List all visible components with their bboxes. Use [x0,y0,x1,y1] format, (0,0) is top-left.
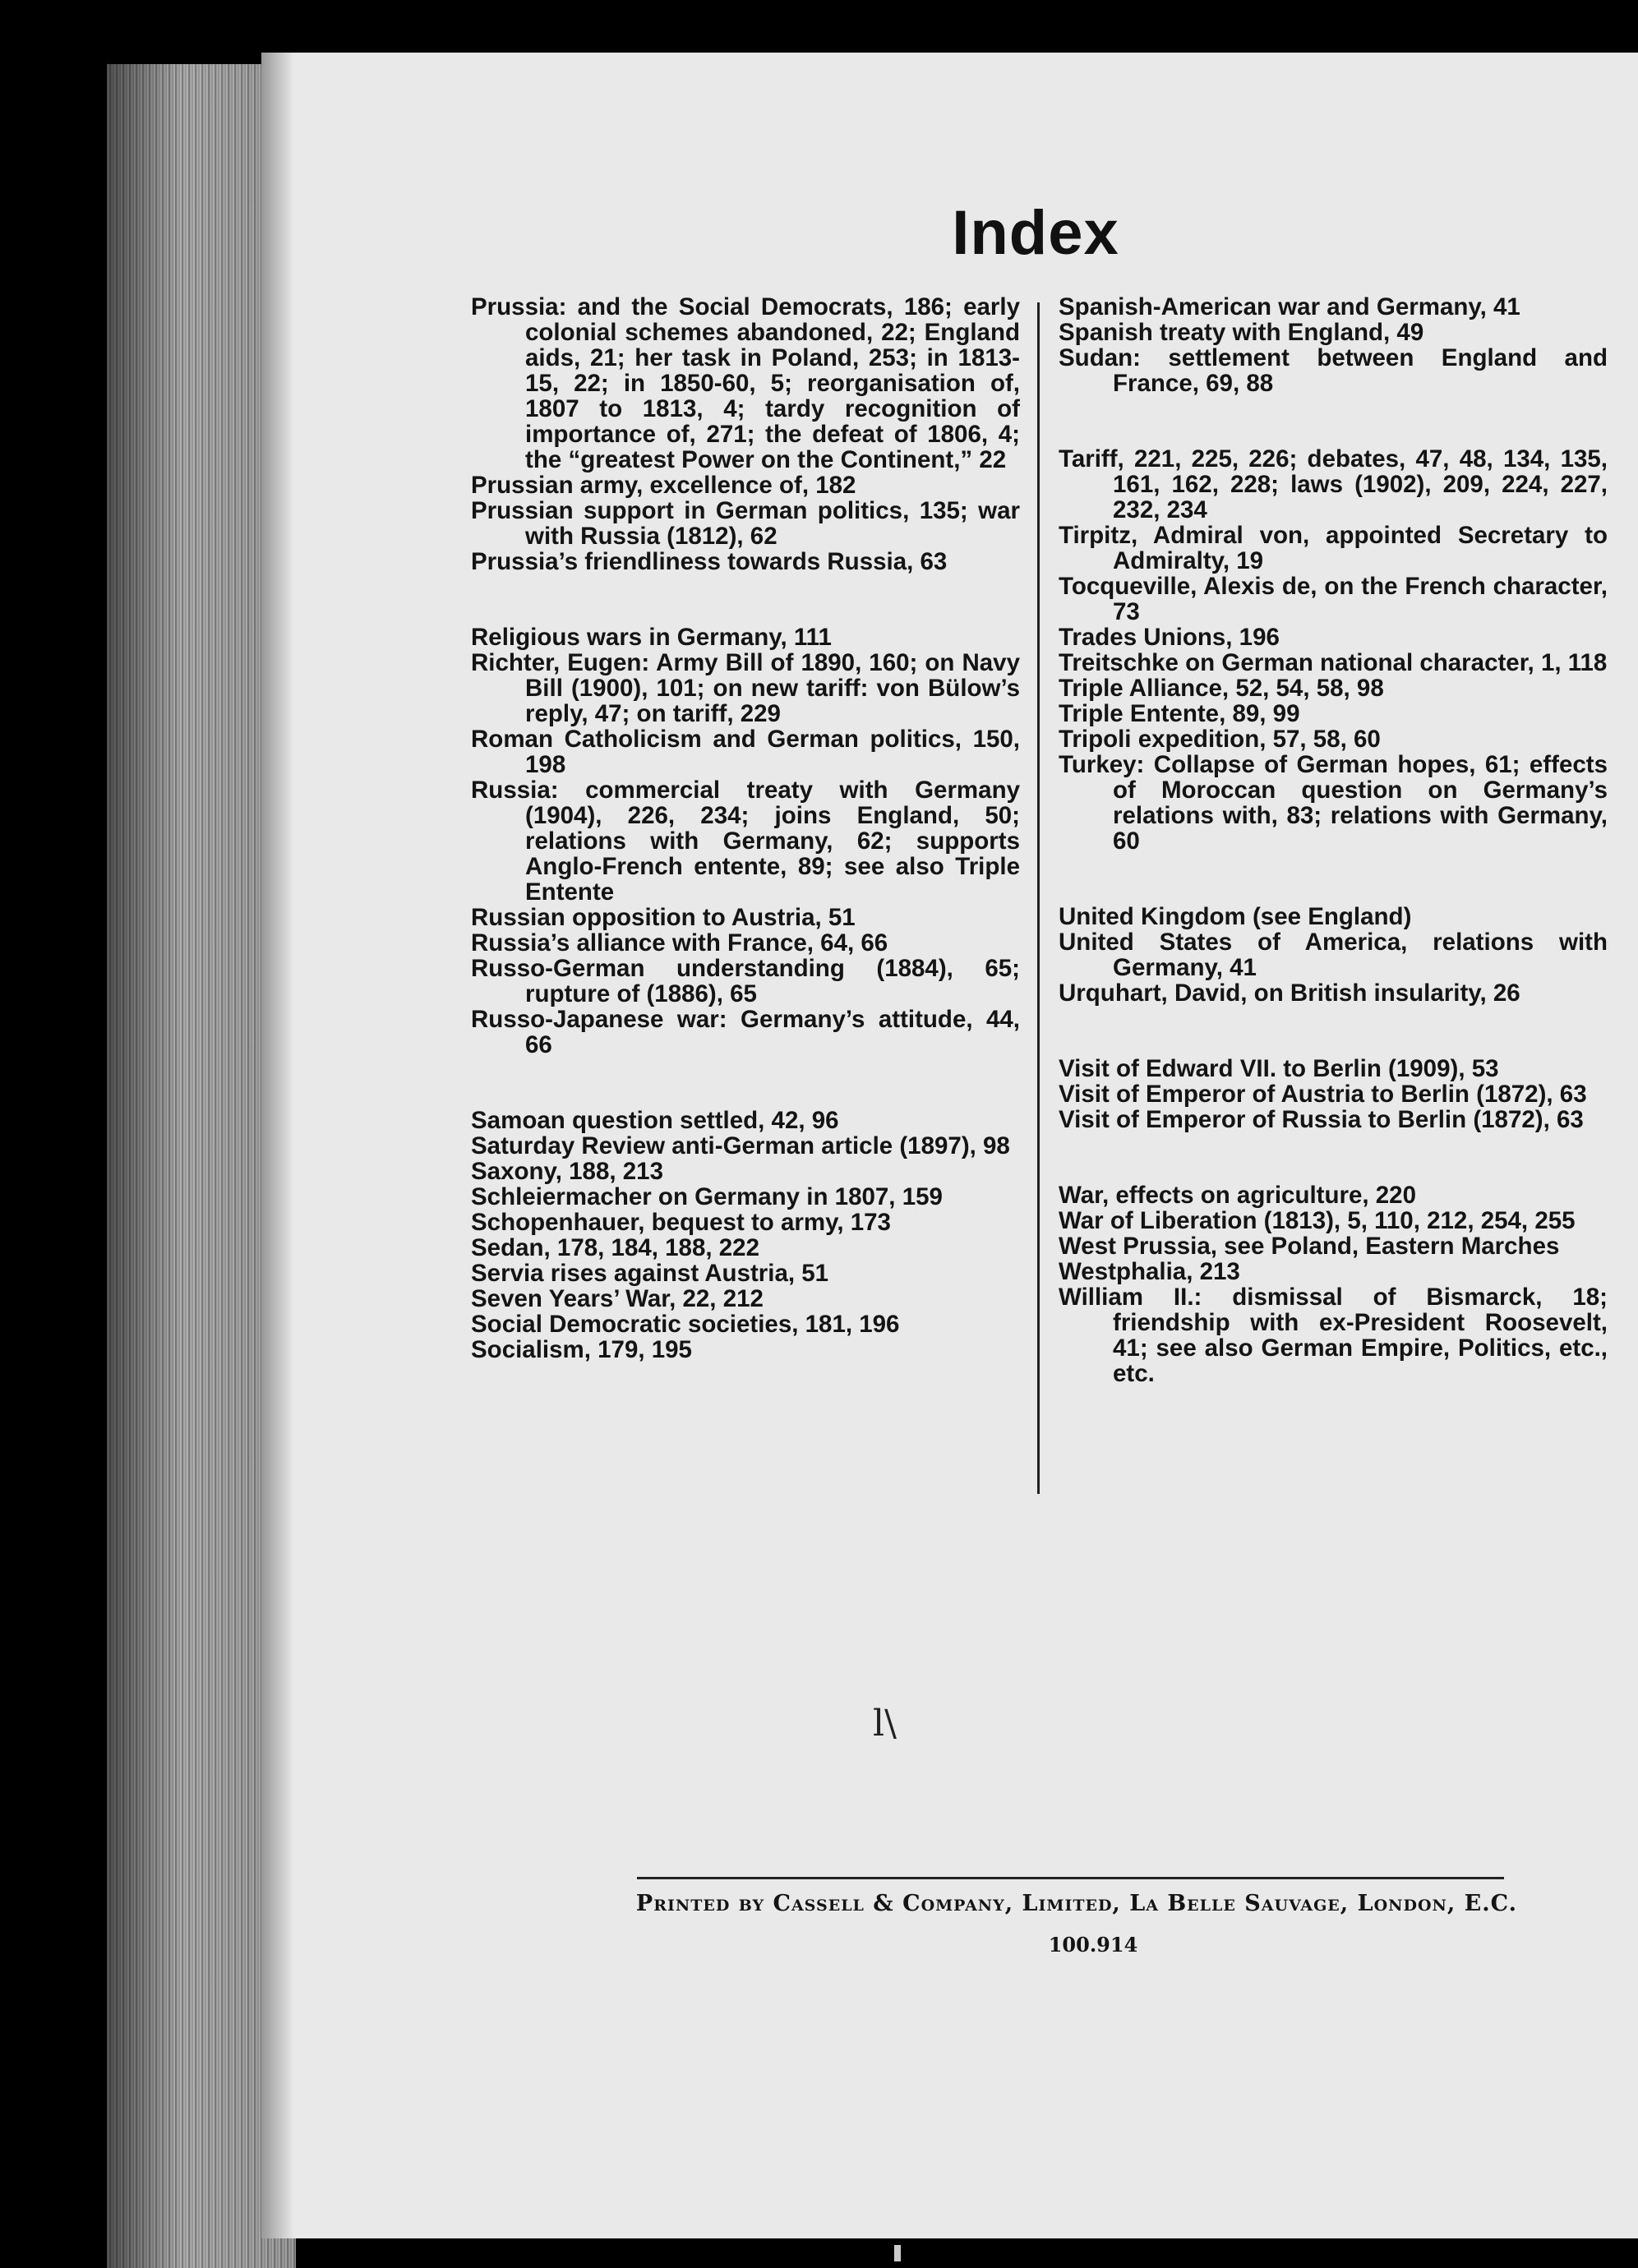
index-entry: Tocqueville, Alexis de, on the French character, 73 [1059,573,1608,625]
index-entry: Richter, Eugen: Army Bill of 1890, 160; on Navy Bill (1900), 101; on new tariff: von Bülow’s reply, 47; on tariff, 229 [471,649,1020,727]
letter-group-gap [471,574,1020,625]
index-entry: Visit of Edward VII. to Berlin (1909), 53 [1059,1055,1499,1082]
index-entry: Prussia’s friendliness towards Russia, 63 [471,548,948,575]
index-entry: Triple Alliance, 52, 54, 58, 98 [1059,675,1384,702]
index-entry: Russo-Japanese war: Germany’s attitude, 44, 66 [471,1006,1020,1058]
index-entry: Saxony, 188, 213 [471,1158,663,1185]
index-entry: Social Democratic societies, 181, 196 [471,1311,900,1338]
letter-group-gap [471,1058,1020,1108]
printer-imprint: Printed by Cassell & Company, Limited, La Belle Sauvage, London, E.C. [635,1891,1518,1916]
index-entry: Samoan question settled, 42, 96 [471,1107,839,1134]
print-code: 100.914 [1048,1933,1138,1957]
stray-pencil-mark: l\ [873,1703,897,1745]
index-entry: Seven Years’ War, 22, 212 [471,1285,764,1312]
index-entry: War of Liberation (1813), 5, 110, 212, 254, 255 [1059,1207,1576,1234]
index-entry: Visit of Emperor of Russia to Berlin (1872), 63 [1059,1106,1584,1133]
index-entry: Socialism, 179, 195 [471,1336,692,1363]
scan-speck [894,2245,901,2261]
column-divider [1037,302,1040,1494]
index-entry: Tariff, 221, 225, 226; debates, 47, 48, 134, 135, 161, 162, 228; laws (1902), 209, 224, 227, 232, 234 [1059,445,1608,523]
footer-rule [637,1877,1504,1879]
index-entry: Tripoli expedition, 57, 58, 60 [1059,726,1381,753]
index-entry: Spanish treaty with England, 49 [1059,319,1424,346]
index-entry: War, effects on agriculture, 220 [1059,1182,1416,1209]
index-entry: United Kingdom (see England) [1059,903,1412,930]
index-entry: Spanish-American war and Germany, 41 [1059,293,1520,320]
index-entry: Trades Unions, 196 [1059,624,1280,651]
index-entry: Tirpitz, Admiral von, appointed Secretary to Admiralty, 19 [1059,522,1608,574]
letter-group-gap [1059,1132,1608,1182]
index-entry: Russia’s alliance with France, 64, 66 [471,929,888,957]
letter-group-gap [1059,854,1608,904]
index-entry: Schopenhauer, bequest to army, 173 [471,1209,891,1236]
index-column-left [471,294,1020,1362]
index-entry: Westphalia, 213 [1059,1258,1240,1285]
index-entry: Urquhart, David, on British insularity, 26 [1059,980,1520,1007]
letter-group-gap [1059,1006,1608,1056]
index-entry: West Prussia, see Poland, Eastern Marches [1059,1233,1560,1260]
index-entry: Treitschke on German national character, 1, 118 [1059,649,1608,676]
index-entry: Russian opposition to Austria, 51 [471,904,856,931]
index-entry: United States of America, relations with Germany, 41 [1059,929,1608,981]
index-entry: Russo-German understanding (1884), 65; rupture of (1886), 65 [471,955,1020,1007]
index-entry: Turkey: Collapse of German hopes, 61; effects of Moroccan question on Germany’s relations with, 83; relations with Germany, 60 [1059,751,1608,855]
letter-group-gap [1059,396,1608,446]
index-column-right [1059,294,1608,1386]
index-entry: William II.: dismissal of Bismarck, 18; friendship with ex-President Roosevelt, 41; see also German Empire, Politics, etc., etc. [1059,1284,1608,1387]
index-entry: Prussia: and the Social Democrats, 186; early colonial schemes abandoned, 22; England aids, 21; her task in Poland, 253; in 1813-15, 22; in 1850-60, 5; reorganisation of, 1807 to 1813, 4; tardy recognition of importance of, 271; the defeat of 1806, 4; the “greatest Power on the Continent,” 22 [471,293,1020,473]
index-entry: Roman Catholicism and German politics, 150, 198 [471,726,1020,778]
index-entry: Prussian army, excellence of, 182 [471,472,856,499]
index-entry: Sedan, 178, 184, 188, 222 [471,1234,759,1261]
index-entry: Visit of Emperor of Austria to Berlin (1872), 63 [1059,1081,1587,1108]
index-entry: Servia rises against Austria, 51 [471,1260,829,1287]
index-entry: Sudan: settlement between England and France, 69, 88 [1059,344,1608,397]
index-entry: Russia: commercial treaty with Germany (1904), 226, 234; joins England, 50; relations with Germany, 62; supports Anglo-French entente, 89; see also Triple Entente [471,777,1020,906]
page-title: Index [952,198,1119,268]
page-gutter-shadow [261,53,294,2238]
index-entry: Triple Entente, 89, 99 [1059,700,1300,727]
index-entry: Saturday Review anti-German article (1897), 98 [471,1132,1010,1159]
index-entry: Prussian support in German politics, 135; war with Russia (1812), 62 [471,497,1020,550]
index-entry: Religious wars in Germany, 111 [471,624,832,651]
index-entry: Schleiermacher on Germany in 1807, 159 [471,1183,943,1210]
